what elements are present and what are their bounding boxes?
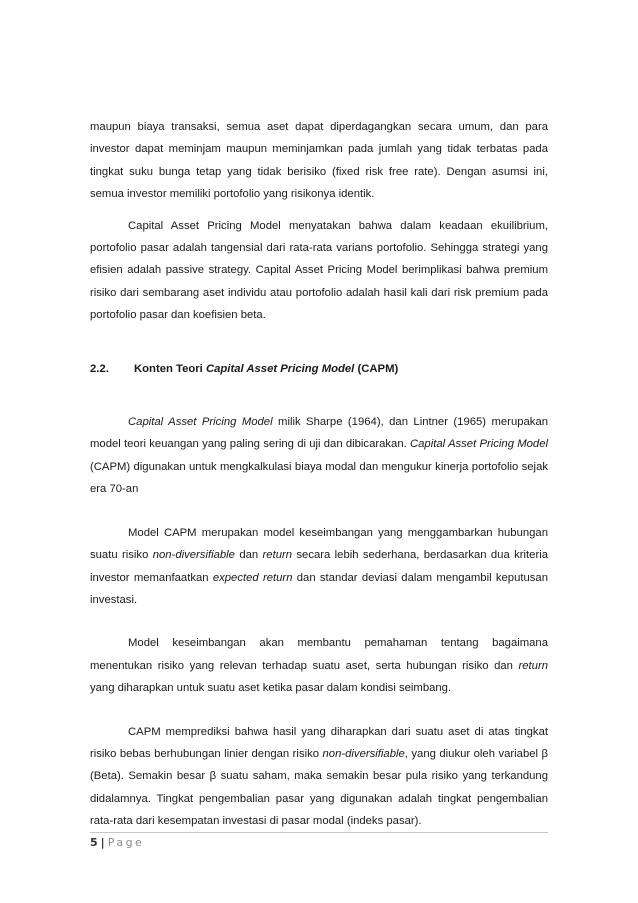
paragraph-capm-model: Model CAPM merupakan model keseimbangan yang menggambarkan hubungan suatu risiko non-diversifiable dan return secara lebih sederhana, berdasarkan dua kriteria investor memanfaatkan expected return dan standar deviasi dalam mengambil keputusan investasi. [90,526,548,606]
footer-separator: | [100,836,105,849]
paragraph-capm-equilibrium: Capital Asset Pricing Model menyatakan bahwa dalam keadaan ekuilibrium, portofolio pasar adalah tangensial dari rata-rata varians portofolio. Sehingga strategi yang efisien adalah passive strategy. Capital Asset Pricing Model berimplikasi bahwa premium risiko dari sembarang aset individu atau portofolio adalah hasil kali dari risk premium pada portofolio pasar dan koefisien beta. [90,219,548,322]
paragraph-capm-origin: Capital Asset Pricing Model milik Sharpe (1964), dan Lintner (1965) merupakan model teori keuangan yang paling sering di uji dan dibicarakan. Capital Asset Pricing Model (CAPM) digunakan untuk mengkalkulasi biaya modal dan mengukur kinerja portofolio sejak era 70-an [90,416,549,496]
section-number: 2.2. [90,362,109,375]
section-heading [90,358,548,380]
paragraph-capm-prediction: CAPM memprediksi bahwa hasil yang diharapkan dari suatu aset di atas tingkat risiko bebas berhubungan linier dengan risiko non-diversifiable, yang diukur oleh variabel β (Beta). Semakin besar β suatu saham, maka semakin besar pula risiko yang terkandung didalamnya. Tingkat pengembalian pasar yang digunakan adalah tingkat pengembalian rata-rata dari kesempatan investasi di pasar modal (indeks pasar). [90,725,548,828]
page-number: 5 [90,836,98,849]
paragraph-continuation: maupun biaya transaksi, semua aset dapat diperdagangkan secara umum, dan para investor dapat meminjam maupun meminjamkan pada jumlah yang tidak terbatas pada tingkat suku bunga tetap yang tidak berisiko (fixed risk free rate). Dengan asumsi ini, semua investor memiliki portofolio yang risikonya identik. [90,121,548,201]
page-label: Page [107,836,145,849]
page-footer [90,836,144,849]
footer-divider [90,832,548,833]
paragraph-equilibrium-model: Model keseimbangan akan membantu pemahaman tentang bagaimana menentukan risiko yang relevan terhadap suatu aset, serta hubungan risiko dan return yang diharapkan untuk suatu aset ketika pasar dalam kondisi seimbang. [90,637,548,695]
section-title: Konten Teori Capital Asset Pricing Model (CAPM) [134,362,399,375]
page-body [90,116,548,833]
